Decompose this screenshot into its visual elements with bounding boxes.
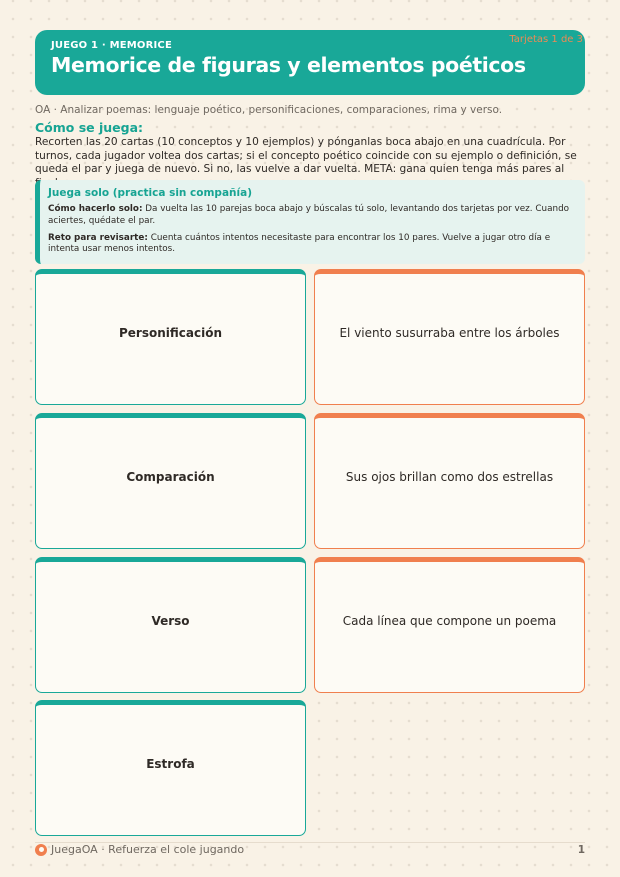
solo-challenge-line [48, 233, 575, 257]
solo-how-line [48, 204, 575, 228]
game-kicker: JUEGO 1 · MEMORICE [51, 40, 173, 51]
solo-challenge-label: Reto para revisarte: [48, 232, 148, 243]
solo-how-text: Da vuelta las 10 parejas boca abajo y búscalas tú solo, levantando dos tarjetas por vez. Cuando aciertes, quédate el par. [48, 204, 570, 226]
concept-card-comparacion: Comparación [35, 413, 306, 549]
game-header [35, 30, 585, 95]
concept-card-estrofa: Estrofa [35, 700, 306, 836]
example-card-verso: Cada línea que compone un poema [314, 557, 585, 693]
learning-objective: OA · Analizar poemas: lenguaje poético, personificaciones, comparaciones, rima y verso. [35, 104, 503, 116]
card-pager: Tarjetas 1 de 3 [509, 34, 583, 45]
page-number: 1 [577, 844, 585, 856]
logo-icon [35, 844, 47, 856]
example-card-comparacion: Sus ojos brillan como dos estrellas [314, 413, 585, 549]
footer [35, 843, 244, 856]
concept-card-personificacion: Personificación [35, 269, 306, 405]
concept-card-verso: Verso [35, 557, 306, 693]
solo-title: Juega solo (practica sin compañía) [48, 187, 252, 199]
solo-play-box [35, 180, 585, 264]
how-to-play-title: Cómo se juega: [35, 120, 144, 135]
page-title: Memorice de figuras y elementos poéticos [51, 53, 526, 77]
solo-challenge-text: Cuenta cuántos intentos necesitaste para encontrar los 10 pares. Vuelve a jugar otro día e intenta usar menos intentos. [48, 232, 551, 255]
how-to-play-text: Recorten las 20 cartas (10 conceptos y 10 ejemplos) y pónganlas boca abajo en una cuadrícula. Por turnos, cada jugador voltea dos cartas; si el concepto poético coincide con su ejemplo o definición, se queda el par y juega de nuevo. Si no, las vuelve a dar vuelta. META: gana quien tenga más pares al [35, 136, 577, 176]
footer-brand: JuegaOA · Refuerza el cole jugando [51, 843, 245, 856]
solo-how-label: Cómo hacerlo solo: [48, 204, 143, 214]
example-card-personificacion: El viento susurraba entre los árboles [314, 269, 585, 405]
